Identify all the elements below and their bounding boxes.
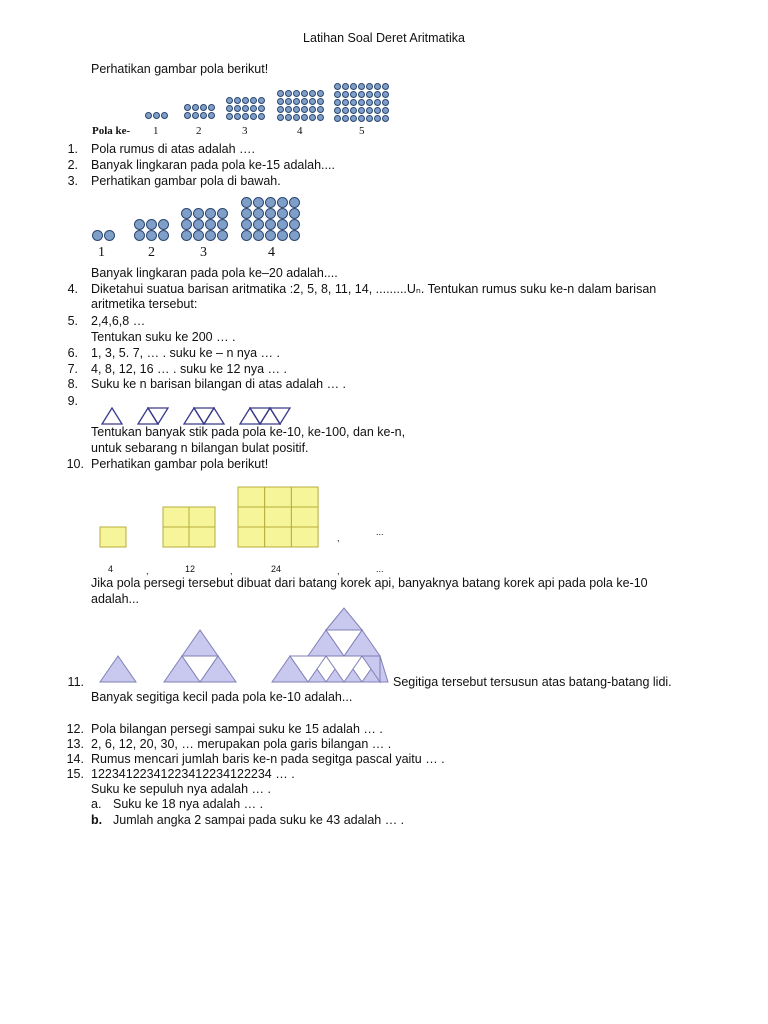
squares-count: 12 [185,564,196,574]
question-number: 11. [67,675,84,689]
question-number: 10. [66,457,84,471]
question-11: Segitiga tersebut tersusun atas batang-batang lidi. [393,675,672,689]
question-13: 2, 6, 12, 20, 30, … merupakan pola garis bilangan … . [91,737,392,751]
question-10: Perhatikan gambar pola berikut! [91,457,269,471]
pattern-number: 1 [153,125,159,137]
sub-question-b: Jumlah angka 2 sampai pada suku ke 43 adalah … . [113,813,405,827]
question-2: Banyak lingkaran pada pola ke-15 adalah.... [91,158,335,172]
question-number: 13. [66,737,84,751]
squares-figure [98,485,328,550]
question-number: 8. [67,377,78,391]
question-11-line-2: Banyak segitiga kecil pada pola ke-10 adalah... [91,690,353,704]
squares-separator: , [337,566,340,576]
question-6: 1, 3, 5. 7, … . suku ke – n nya … . [91,346,280,360]
triangle-pattern-3 [184,408,204,424]
squares-count: 4 [108,564,114,574]
pattern-number: 2 [196,125,202,137]
pattern-number: 2 [148,245,155,260]
question-number: 5. [67,314,78,328]
question-number: 6. [67,346,78,360]
question-5: 2,4,6,8 … [91,314,146,328]
squares-ellipsis: ... [376,564,384,574]
question-number: 15. [66,767,84,781]
question-number: 14. [66,752,84,766]
pattern-number: 5 [359,125,365,137]
triangle-level-1 [100,656,136,682]
question-3: Perhatikan gambar pola di bawah. [91,174,281,188]
squares-separator: , [337,533,340,543]
question-number: 2. [67,158,78,172]
triangle-pattern-1 [102,408,122,424]
pattern-number: 3 [200,245,207,260]
question-15: 12234122341223412234122234 … . [91,767,295,781]
triangle-pattern-4 [240,408,260,424]
triangle-pattern-figure [98,608,393,686]
pattern-number: 1 [98,245,105,260]
squares-separator: , [146,566,149,576]
question-number: 3. [67,174,78,188]
question-number: 7. [67,362,78,376]
sub-question-label: b. [91,813,103,827]
question-number: 4. [67,282,78,296]
stick-triangles-figure [100,404,300,426]
triangle-level-2 [182,630,218,656]
question-15-line-2: Suku ke sepuluh nya adalah … . [91,782,271,796]
question-12: Pola bilangan persegi sampai suku ke 15 adalah … . [91,722,383,736]
question-8: Suku ke n barisan bilangan di atas adalah … . [91,377,347,391]
pattern-number: 4 [297,125,303,137]
squares-separator: , [230,566,233,576]
squares-count: 24 [271,564,282,574]
sub-question-a: Suku ke 18 nya adalah … . [113,797,264,811]
question-10-line-3: adalah... [91,592,139,606]
question-14: Rumus mencari jumlah baris ke-n pada segitga pascal yaitu … . [91,752,445,766]
question-number: 1. [67,142,78,156]
question-5-line-2: Tentukan suku ke 200 … . [91,330,236,344]
question-number: 12. [66,722,84,736]
square-pattern-1 [100,527,126,547]
pattern-number: 3 [242,125,248,137]
question-1: Pola rumus di atas adalah …. [91,142,255,156]
question-3-text: Banyak lingkaran pada pola ke–20 adalah.... [91,266,338,280]
triangle-level-3 [326,608,362,630]
question-number: 9. [67,394,78,408]
page-title: Latihan Soal Deret Aritmatika [303,31,465,45]
question-7: 4, 8, 12, 16 … . suku ke 12 nya … . [91,362,287,376]
square-pattern-3 [238,487,265,507]
triangle-pattern-2 [138,408,158,424]
pattern-number: 4 [268,245,275,260]
question-9-line-2: untuk sebarang n bilangan bulat positif. [91,441,309,455]
circle-row [145,112,168,119]
intro-text: Perhatikan gambar pola berikut! [91,62,269,76]
square-pattern-2 [163,507,189,527]
question-9: Tentukan banyak stik pada pola ke-10, ke-100, dan ke-n, [91,425,406,439]
question-4: Diketahui suatua barisan aritmatika :2, 5, 8, 11, 14, .........Uₙ. Tentukan rumus suku ke-n dalam barisan [91,282,657,296]
question-4-line-2: aritmetika tersebut: [91,297,198,311]
sub-question-label: a. [91,797,102,811]
squares-ellipsis: ... [376,527,384,537]
pattern-label: Pola ke- [92,125,131,137]
question-10-line-2: Jika pola persegi tersebut dibuat dari batang korek api, banyaknya batang korek api pada pola ke-10 [91,576,648,590]
